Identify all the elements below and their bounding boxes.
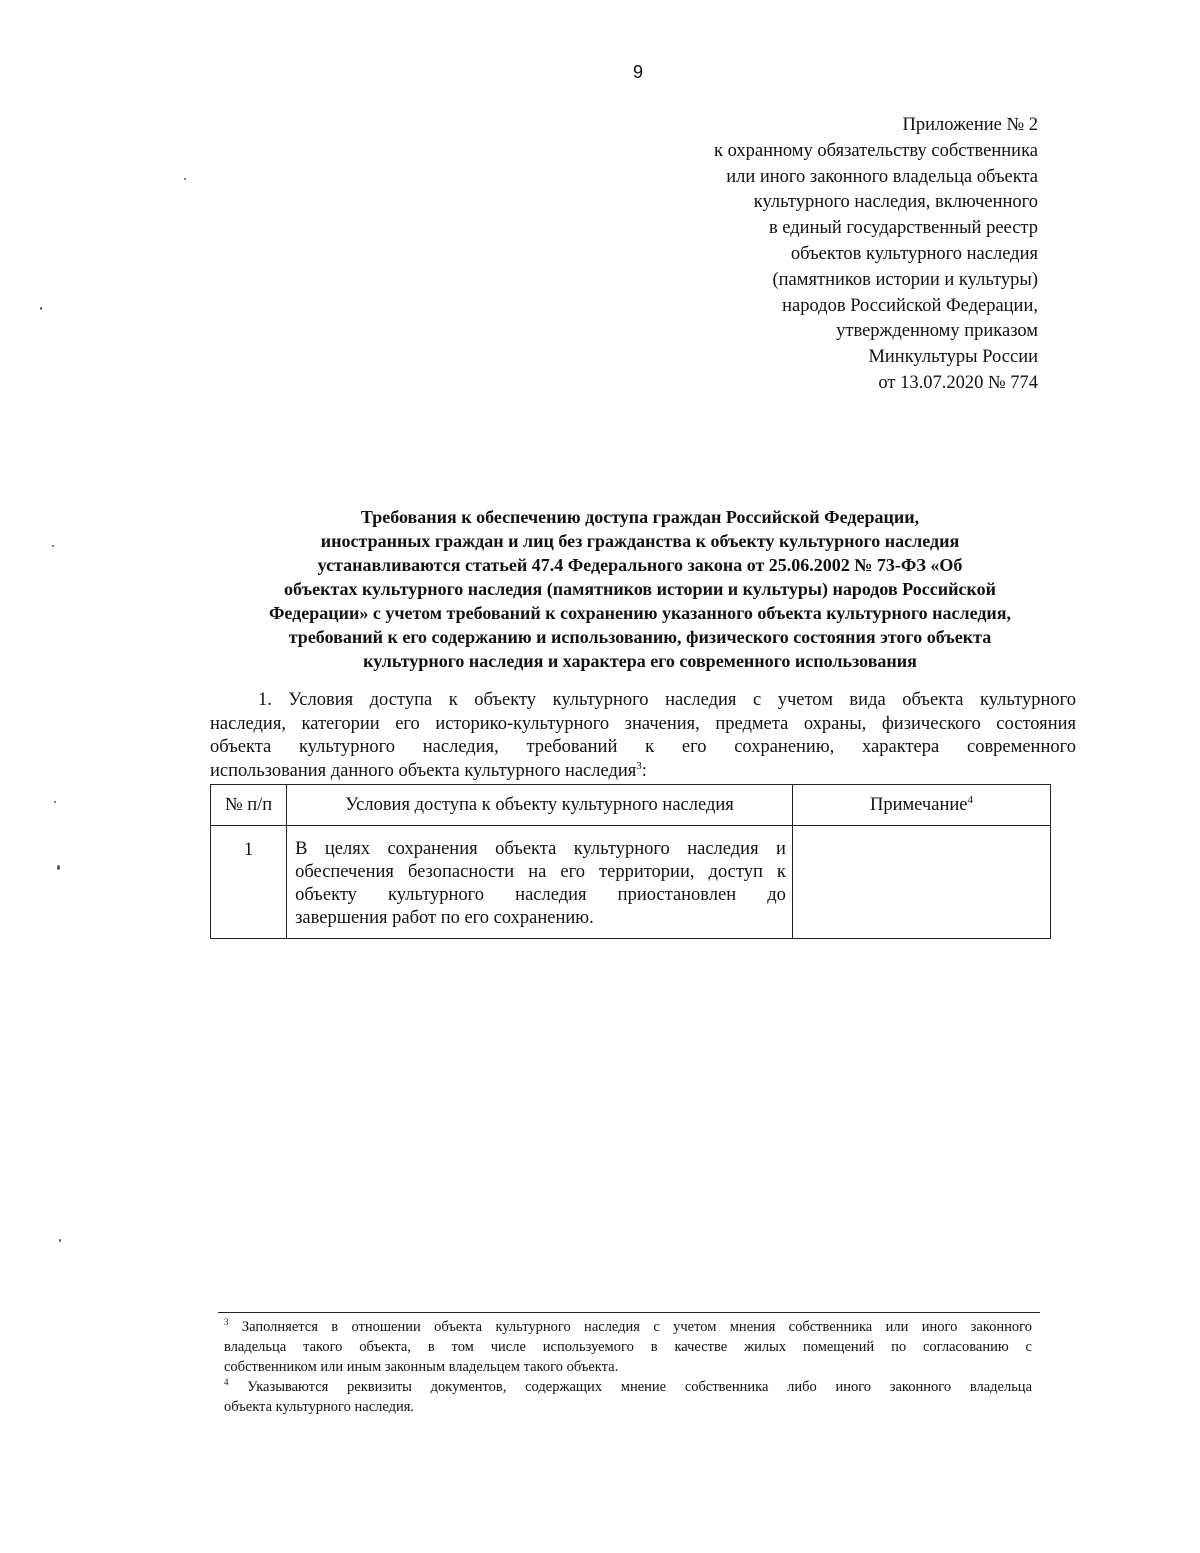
annex-header	[618, 113, 1038, 397]
scan-speck	[40, 307, 42, 310]
header-num: № п/п	[211, 785, 287, 826]
footnote-3-line	[224, 1317, 1032, 1337]
footnote-text: Указываются реквизиты документов, содержащих мнение собственника либо иного законного владельца	[247, 1379, 1033, 1395]
paragraph-line: объекта культурного наследия, требований к его сохранению, характера современного	[210, 737, 1076, 757]
access-conditions-table	[210, 784, 1051, 939]
scan-speck	[59, 1239, 61, 1242]
title-line: Требования к обеспечению доступа граждан Российской Федерации,	[360, 507, 920, 527]
scan-speck	[54, 801, 56, 803]
table-header-row	[211, 785, 1051, 826]
header-note	[792, 785, 1050, 826]
annex-line: от 13.07.2020 № 774	[878, 372, 1038, 393]
footnote-4-line	[224, 1377, 1032, 1397]
condition-line: завершения работ по его сохранению.	[295, 908, 594, 928]
footnote-mark-4: 4	[224, 1377, 229, 1388]
scan-speck	[52, 545, 54, 547]
section-1-paragraph	[210, 689, 1076, 783]
annex-line: объектов культурного наследия	[790, 243, 1038, 264]
annex-line: народов Российской Федерации,	[782, 295, 1038, 316]
annex-line: культурного наследия, включенного	[753, 192, 1038, 213]
annex-line: Минкультуры России	[868, 347, 1038, 368]
title-line: требований к его содержанию и использованию, физического состояния этого объекта	[288, 627, 992, 647]
document-title	[200, 505, 1080, 673]
page-number: 9	[632, 62, 643, 82]
paragraph-line-last	[210, 760, 1076, 784]
annex-line: к охранному обязательству собственника	[713, 140, 1038, 161]
footnote-mark-3: 3	[224, 1317, 229, 1328]
footnote-ref-3: 3	[636, 759, 642, 772]
condition-line: обеспечения безопасности на его территории, доступ к	[295, 862, 786, 882]
title-line: культурного наследия и характера его современного использования	[363, 651, 917, 671]
footnote-3-line: собственником или иным законным владельцем такого объекта.	[224, 1359, 619, 1375]
title-line: устанавливаются статьей 47.4 Федерального закона от 25.06.2002 № 73-ФЗ «Об	[317, 555, 963, 575]
condition-line: В целях сохранения объекта культурного наследия и	[295, 839, 786, 859]
row-condition	[287, 826, 793, 939]
scan-speck	[57, 865, 60, 870]
title-line: объектах культурного наследия (памятников истории и культуры) народов Российской	[284, 579, 996, 599]
annex-line: Приложение № 2	[902, 115, 1038, 135]
title-line: Федерации» с учетом требований к сохранению указанного объекта культурного наследия,	[268, 603, 1012, 623]
footnotes	[224, 1317, 1032, 1417]
paragraph-line-text: использования данного объекта культурного наследия	[210, 760, 637, 781]
footnote-ref-4: 4	[967, 793, 973, 806]
condition-line: объекту культурного наследия приостановлен до	[295, 885, 786, 905]
header-conditions: Условия доступа к объекту культурного наследия	[287, 785, 793, 826]
row-num: 1	[211, 826, 287, 939]
row-note	[792, 826, 1050, 939]
paragraph-line: наследия, категории его историко-культурного значения, предмета охраны, физического состояния	[210, 713, 1076, 734]
annex-line: или иного законного владельца объекта	[726, 166, 1038, 187]
title-line: иностранных граждан и лиц без гражданства к объекту культурного наследия	[320, 531, 960, 551]
footnote-separator	[218, 1312, 1040, 1313]
table-row	[211, 826, 1051, 939]
header-note-text: Примечание	[869, 794, 968, 815]
footnote-3-line: владельца такого объекта, в том числе используемого в качестве жилых помещений по согласованию с	[224, 1339, 1032, 1355]
paragraph-line: 1. Условия доступа к объекту культурного наследия с учетом вида объекта культурного	[258, 690, 1076, 710]
annex-line: (памятников истории и культуры)	[772, 269, 1038, 290]
scan-speck	[184, 178, 186, 180]
annex-line: утвержденному приказом	[836, 321, 1038, 342]
footnote-text: Заполняется в отношении объекта культурного наследия с учетом мнения собственника или иного законного	[241, 1319, 1033, 1335]
footnote-4-line: объекта культурного наследия.	[224, 1399, 415, 1415]
annex-line: в единый государственный реестр	[768, 218, 1038, 239]
paragraph-end-mark: :	[641, 760, 647, 781]
